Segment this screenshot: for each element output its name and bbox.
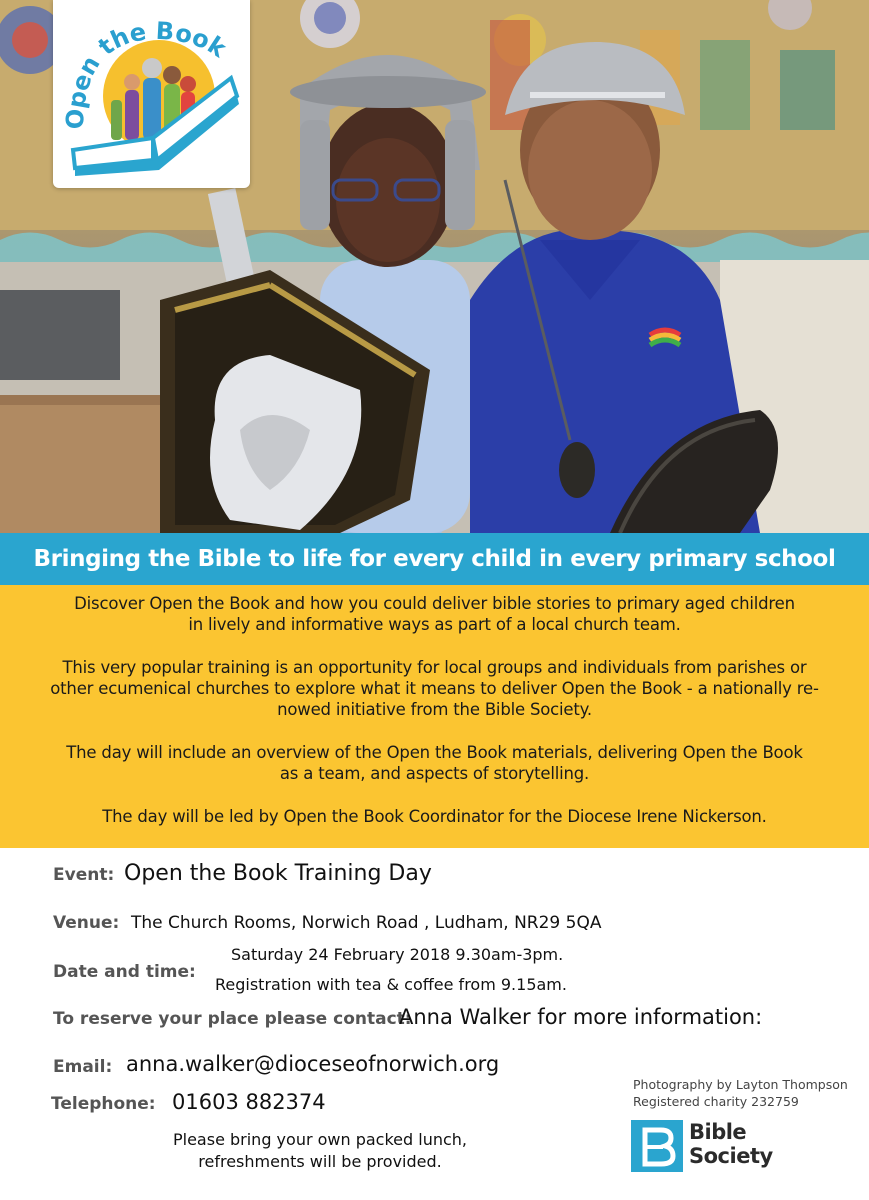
venue-value: The Church Rooms, Norwich Road , Ludham, NR29 5QA <box>131 913 602 933</box>
lunch-note <box>130 1129 510 1173</box>
info-paragraph-4: The day will be led by Open the Book Coordinator for the Diocese Irene Nickerson. <box>102 807 767 826</box>
event-value: Open the Book Training Day <box>124 861 432 886</box>
bible-society-mark-icon <box>631 1120 683 1172</box>
reserve-value: Anna Walker for more information: <box>399 1005 763 1029</box>
telephone-value[interactable]: 01603 882374 <box>172 1090 326 1114</box>
info-p3-line2: as a team, and aspects of storytelling. <box>279 764 590 783</box>
venue-label: Venue: <box>53 913 120 933</box>
lunch-line1: Please bring your own packed lunch, <box>172 1130 468 1149</box>
telephone-label: Telephone: <box>51 1094 156 1114</box>
bible-society-line1: Bible <box>689 1120 747 1144</box>
datetime-line2: Registration with tea & coffee from 9.15am. <box>215 975 567 994</box>
open-the-book-logo-art <box>53 0 250 188</box>
charity-number: Registered charity 232759 <box>633 1094 799 1109</box>
datetime-label: Date and time: <box>53 962 196 982</box>
logo-title: Open the Book <box>60 16 232 130</box>
info-p2-line1: This very popular training is an opportunity for local groups and individuals from parishes or <box>62 658 807 677</box>
info-p3-line1: The day will include an overview of the Open the Book materials, delivering Open the Book <box>66 743 803 762</box>
email-link[interactable]: anna.walker@dioceseofnorwich.org <box>126 1052 500 1076</box>
photo-credit-text: Photography by Layton Thompson <box>633 1077 848 1092</box>
info-p2-line3: nowed initiative from the Bible Society. <box>277 700 592 719</box>
info-p1-line1: Discover Open the Book and how you could deliver bible stories to primary aged children <box>74 594 795 613</box>
email-label: Email: <box>53 1057 113 1077</box>
datetime-line1: Saturday 24 February 2018 9.30am-3pm. <box>231 945 564 964</box>
bible-society-logo <box>631 1120 791 1174</box>
hero-photo <box>0 0 869 533</box>
open-the-book-logo <box>53 0 250 188</box>
tagline-text: Bringing the Bible to life for every child in every primary school <box>33 546 836 572</box>
event-label: Event: <box>53 865 115 885</box>
info-panel <box>0 585 869 848</box>
info-p2-line2: other ecumenical churches to explore what it means to deliver Open the Book - a nationally re- <box>50 679 819 698</box>
reserve-label: To reserve your place please contact: <box>53 1009 412 1029</box>
info-paragraph-2 <box>30 657 840 720</box>
photo-credit <box>633 1076 848 1110</box>
info-p1-line2: in lively and informative ways as part of a local church team. <box>188 615 681 634</box>
lunch-line2: refreshments will be provided. <box>198 1152 442 1171</box>
info-paragraph-1 <box>50 593 820 635</box>
bible-society-wordmark <box>689 1120 773 1168</box>
bible-society-line2: Society <box>689 1144 773 1168</box>
tagline-band <box>0 533 869 585</box>
info-paragraph-3 <box>45 742 825 784</box>
